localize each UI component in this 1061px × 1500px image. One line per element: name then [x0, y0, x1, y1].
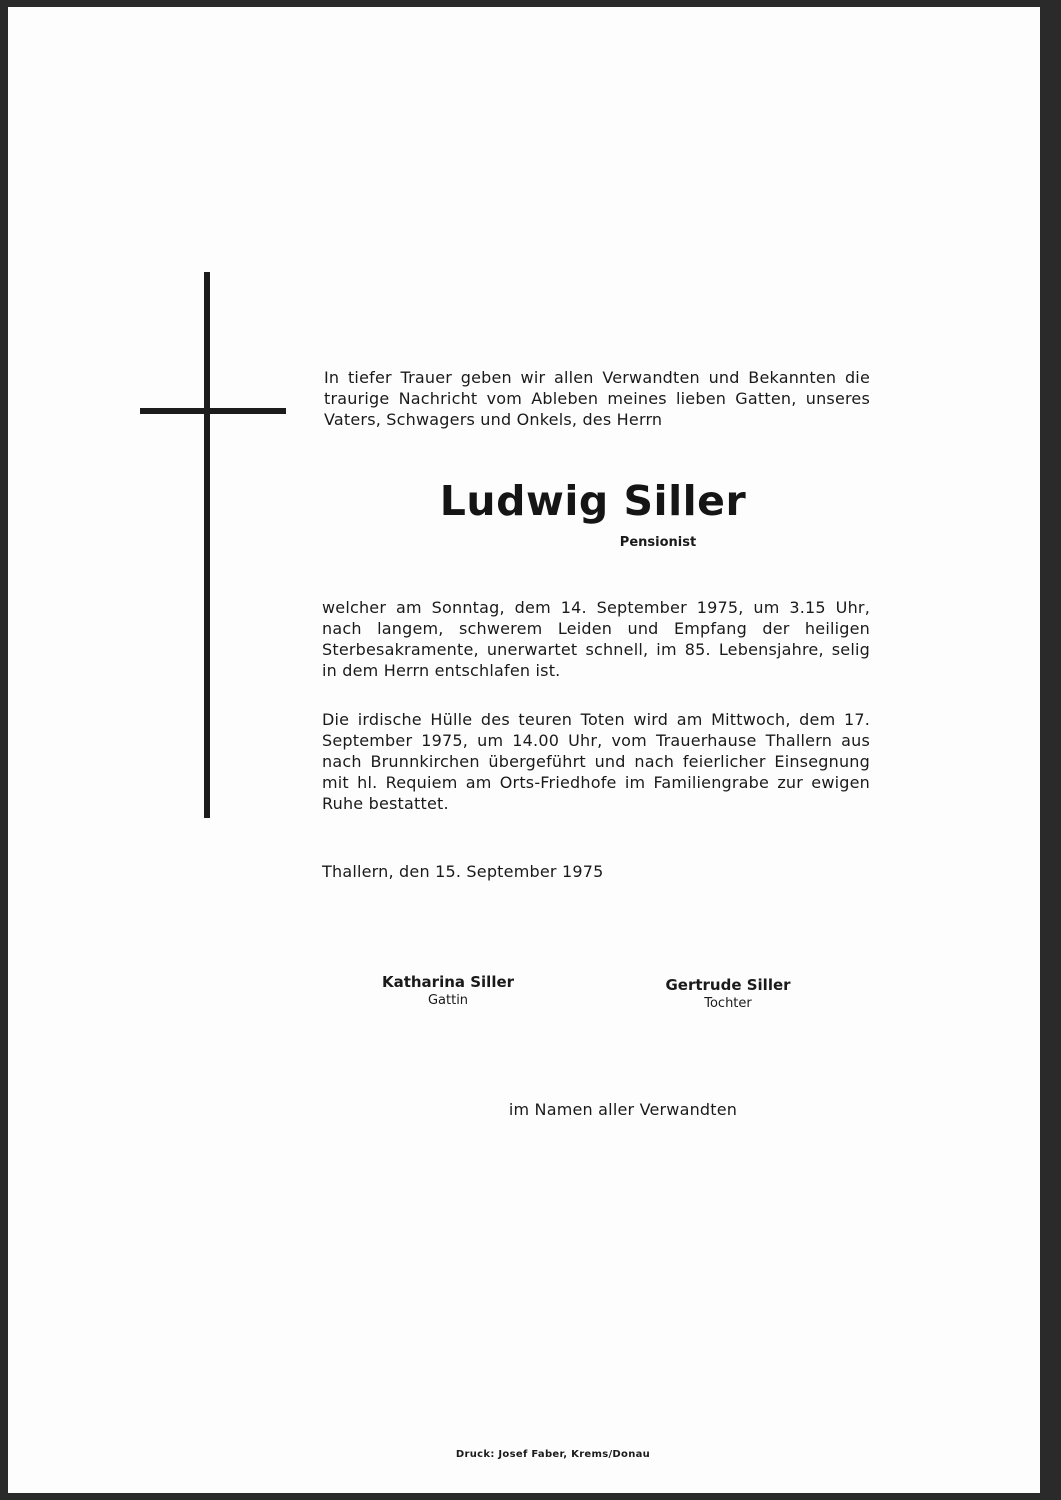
intro-paragraph: In tiefer Trauer geben wir allen Verwandten und Bekannten die traurige Nachricht vom Ableben meines lieben Gatten, unseres Vaters, Schwagers und Onkels, des Herrn	[324, 368, 870, 429]
closing-line: im Namen aller Verwandten	[508, 1100, 738, 1119]
signatory-relation: Gattin	[427, 993, 469, 1008]
signatory-name: Gertrude Siller	[665, 976, 791, 994]
obituary-page	[8, 7, 1040, 1493]
signatory-1	[328, 972, 568, 1010]
death-paragraph-text: welcher am Sonntag, dem 14. September 1975, um 3.15 Uhr, nach langem, schwerem Leiden und Empfang der heiligen Sterbesakramente, unerwartet schnell, im 85. Lebensjahre, selig in dem Herrn entschlafen ist.	[322, 598, 870, 680]
signatory-name: Katharina Siller	[381, 973, 515, 991]
death-paragraph	[322, 597, 870, 681]
deceased-occupation: Pensionist	[619, 535, 697, 550]
place-date: Thallern, den 15. September 1975	[322, 862, 604, 881]
burial-paragraph	[322, 709, 870, 814]
signatory-2	[608, 975, 848, 1013]
burial-paragraph-text: Die irdische Hülle des teuren Toten wird am Mittwoch, dem 17. September 1975, um 14.00 Uhr, vom Trauerhause Thallern aus nach Brunnkirchen übergeführt und nach feierlicher Einsegnung mit hl. Requiem am Orts-Friedhofe im Familiengrabe zur ewigen Ruhe bestattet.	[322, 710, 870, 813]
signatory-relation: Tochter	[704, 996, 752, 1011]
printer-credit: Druck: Josef Faber, Krems/Donau	[455, 1449, 651, 1460]
cross-horizontal-bar	[140, 408, 286, 414]
deceased-name: Ludwig Siller	[439, 477, 747, 525]
cross-vertical-bar	[204, 272, 210, 818]
intro-text	[324, 367, 870, 430]
